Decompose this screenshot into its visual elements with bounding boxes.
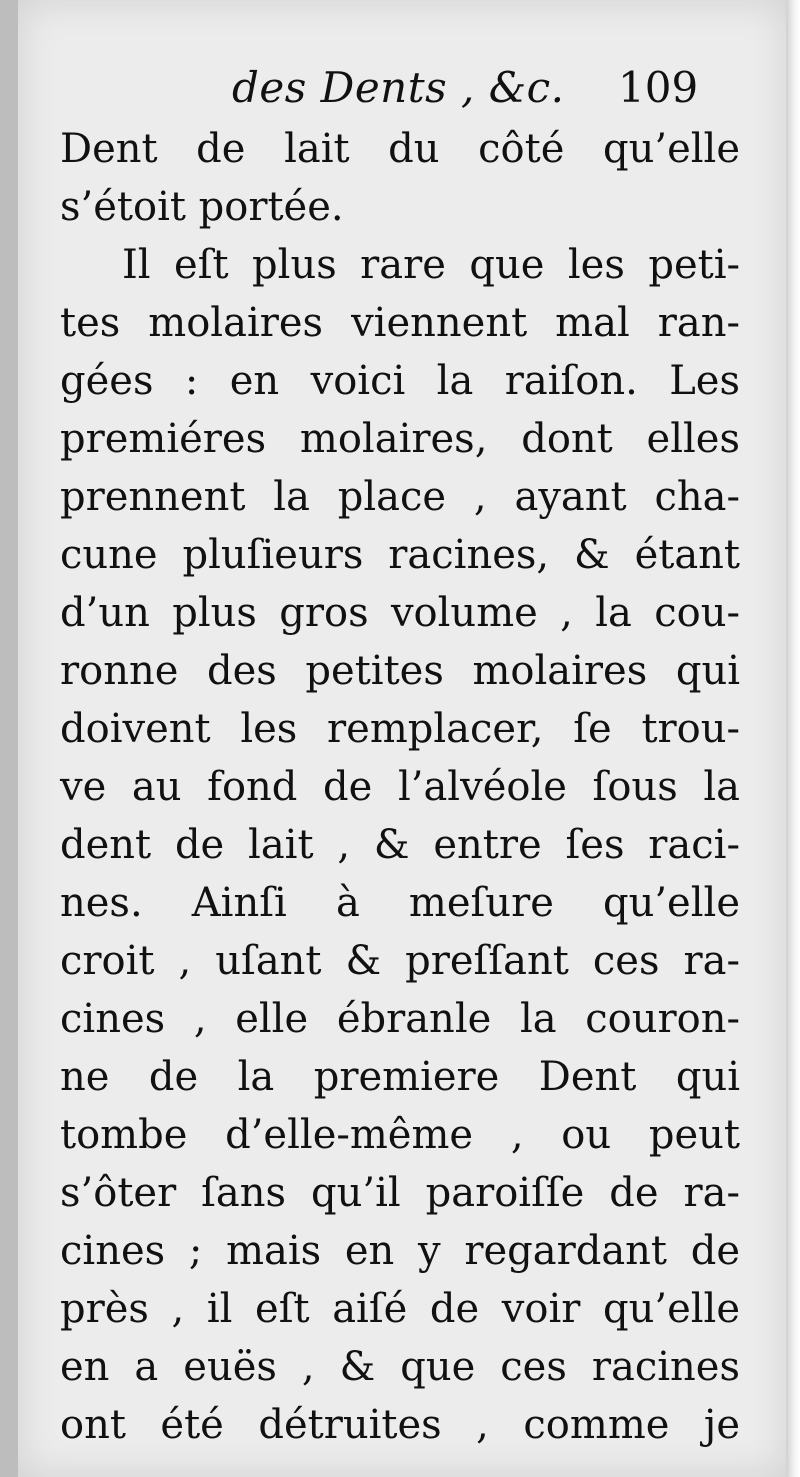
text-line: doivent les remplacer, ſe trou- [60,706,740,752]
running-title: des Dents , &c. [232,63,565,112]
text-line: ne de la premiere Dent qui [60,1054,740,1100]
text-line: ronne des petites molaires qui [60,648,740,694]
text-line: cines , elle ébranle la couron- [60,996,740,1042]
text-line: s’ôter ſans qu’il paroiſſe de ra- [60,1170,740,1216]
text-line: ont été détruites , comme je [60,1402,740,1448]
text-line: Il eſt plus rare que les peti- [122,242,740,288]
text-line: en a euës , & que ces racines [60,1344,740,1390]
text-line: Dent de lait du côté qu’elle [60,126,740,172]
text-line: tes molaires viennent mal ran- [60,300,740,346]
text-line: cines ; mais en y regardant de [60,1228,740,1274]
text-line: gées : en voici la raiſon. Les [60,358,740,404]
page-header [0,58,800,118]
body-text [60,120,740,1454]
text-line: croit , uſant & preſſant ces ra- [60,938,740,984]
page-edge [786,0,800,1477]
text-line: cune pluſieurs racines, & étant [60,532,740,578]
text-line: tombe d’elle-même , ou peut [60,1112,740,1158]
text-line: dent de lait , & entre ſes raci- [60,822,740,868]
text-line: d’un plus gros volume , la cou- [60,590,740,636]
text-line: prennent la place , ayant cha- [60,474,740,520]
text-line: ve au fond de l’alvéole ſous la [60,764,740,810]
text-line: s’étoit portée. [60,184,344,230]
text-line: nes. Ainſi à meſure qu’elle [60,880,740,926]
text-line: près , il eſt aiſé de voir qu’elle [60,1286,740,1332]
text-line: premiéres molaires, dont elles [60,416,740,462]
page-number: 109 [618,63,699,112]
